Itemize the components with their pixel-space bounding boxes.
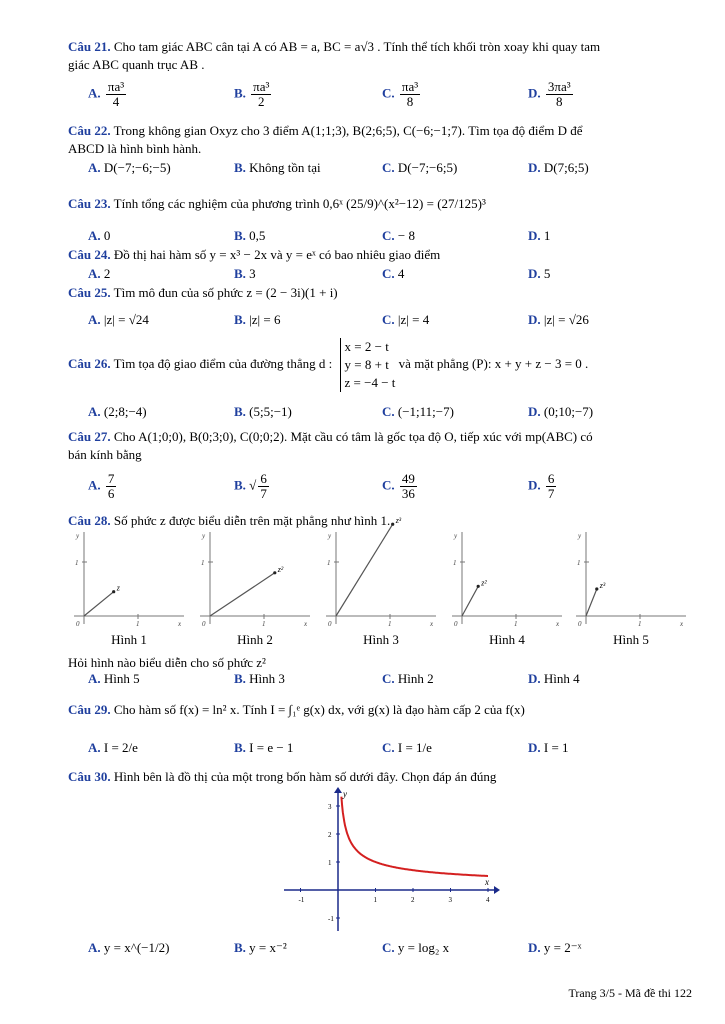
complex-plane-plot xyxy=(448,528,566,628)
vector-line xyxy=(462,586,478,616)
axis-label: 1 xyxy=(75,559,79,567)
axis-label: 1 xyxy=(262,620,266,628)
question-number: Câu 25. xyxy=(68,285,111,300)
option-a[interactable]: A. $\frac{7}{6}$ xyxy=(88,471,115,501)
vector-line xyxy=(336,524,393,616)
option-c[interactable]: C. I = 1/e xyxy=(382,740,432,755)
options-30 xyxy=(88,938,692,964)
option-b[interactable]: B. 0,5 xyxy=(234,228,266,243)
option-b[interactable]: B. Hình 3 xyxy=(234,671,285,686)
axis-label: x xyxy=(178,620,182,628)
question-number: Câu 26. xyxy=(68,355,111,371)
option-c[interactable]: C. y = log₂ x xyxy=(382,940,450,955)
question-number: Câu 28. xyxy=(68,513,111,528)
question-text-cont: và mặt phẳng (P): x + y + z − 3 = 0 . xyxy=(398,355,589,371)
question-number: Câu 21. xyxy=(68,39,111,54)
option-d[interactable]: D. $\frac{6}{7}$ xyxy=(528,471,555,501)
vector-line xyxy=(586,589,597,616)
option-a[interactable]: A. 0 xyxy=(88,228,111,243)
option-c[interactable]: C. $\frac{\text{πa³}}{8}$ xyxy=(382,79,419,109)
options-25 xyxy=(88,310,692,336)
option-b[interactable]: B. |z| = 6 xyxy=(234,312,281,327)
option-c[interactable]: C. (−1;11;−7) xyxy=(382,404,454,419)
axis-ticks xyxy=(299,803,491,923)
vector-line xyxy=(84,592,114,616)
axis-label: 1 xyxy=(201,559,205,567)
question-text: Trong không gian Oxyz cho 3 điểm A(1;1;3), B(2;6;5), C(−6;−1;7). Tìm tọa độ điểm D để xyxy=(113,123,583,138)
question-text: Cho A(1;0;0), B(0;3;0), C(0;0;2). Mặt cầu có tâm là gốc tọa độ O, tiếp xúc với mp(ABC) có xyxy=(113,429,593,444)
figure-3 xyxy=(322,516,440,648)
function-graph xyxy=(280,785,500,935)
axis-label: 1 xyxy=(453,559,457,567)
axis-label: x xyxy=(556,620,560,628)
option-a[interactable]: A. I = 2/e xyxy=(88,740,138,755)
option-d[interactable]: D. y = 2⁻ˣ xyxy=(528,940,582,955)
y-tick-label: 2 xyxy=(328,831,332,839)
question-text: Cho hàm số f(x) = ln² x. Tính I = ∫₁ᵉ g(x) dx, với g(x) là đạo hàm cấp 2 của f(x) xyxy=(113,702,525,717)
option-c[interactable]: C. Hình 2 xyxy=(382,671,434,686)
x-tick-label: 1 xyxy=(373,896,377,904)
y-axis-arrow xyxy=(334,787,342,793)
complex-plane-plot xyxy=(70,528,188,628)
question-text: Số phức z được biểu diễn trên mặt phẳng như hình 1. xyxy=(113,513,391,528)
option-a[interactable]: A. $\frac{\text{πa³}}{4}$ xyxy=(88,79,125,109)
options-26 xyxy=(88,402,692,428)
y-tick-label: 1 xyxy=(328,859,332,867)
axis-label: y xyxy=(328,532,332,540)
y-axis-label: y xyxy=(343,789,347,799)
option-a[interactable]: A. y = x^(−1/2) xyxy=(88,940,170,955)
point-label: z³ xyxy=(599,581,606,590)
option-d[interactable]: D. |z| = √26 xyxy=(528,312,589,327)
question-26 xyxy=(68,338,692,392)
option-c[interactable]: C. 4 xyxy=(382,266,405,281)
option-b[interactable]: B. (5;5;−1) xyxy=(234,404,292,419)
question-number: Câu 23. xyxy=(68,196,111,211)
question-text: Hỏi hình nào biểu diễn cho số phức z² xyxy=(68,655,266,670)
y-tick-label: -1 xyxy=(328,915,334,923)
question-25 xyxy=(68,284,692,302)
point-label: z xyxy=(116,583,120,593)
figure-caption: Hình 1 xyxy=(111,632,147,647)
question-23 xyxy=(68,195,692,213)
complex-plane-plot xyxy=(322,516,440,628)
complex-plane-plot xyxy=(572,528,690,628)
figure-2 xyxy=(196,528,314,648)
axis-label: 0 xyxy=(578,620,582,628)
page-footer: Trang 3/5 - Mã đề thi 122 xyxy=(568,986,692,1000)
figure-5 xyxy=(572,528,690,648)
point-marker xyxy=(112,590,115,593)
point-marker xyxy=(595,587,598,590)
x-tick-label: 3 xyxy=(448,896,452,904)
x-axis-arrow xyxy=(494,886,500,894)
option-d[interactable]: D. $\frac{\text{3πa³}}{8}$ xyxy=(528,79,571,109)
option-c[interactable]: C. |z| = 4 xyxy=(382,312,430,327)
option-d[interactable]: D. (0;10;−7) xyxy=(528,404,594,419)
question-27 xyxy=(68,428,692,464)
question-21 xyxy=(68,38,692,74)
axis-label: y xyxy=(76,532,80,540)
option-b[interactable]: B. $\frac{\text{πa³}}{2}$ xyxy=(234,79,270,109)
question-text: Tính tổng các nghiệm của phương trình 0,6ˣ (25/9)^(x²−12) = (27/125)³ xyxy=(113,196,486,211)
y-tick-label: 3 xyxy=(328,803,332,811)
complex-plane-plot xyxy=(196,528,314,628)
figure-4 xyxy=(448,528,566,648)
options-28 xyxy=(88,669,692,695)
option-b[interactable]: B. I = e − 1 xyxy=(234,740,294,755)
axis-label: y xyxy=(454,532,458,540)
option-a[interactable]: A. (2;8;−4) xyxy=(88,404,147,419)
option-b[interactable]: B. Không tồn tại xyxy=(234,160,321,175)
point-marker xyxy=(273,571,276,574)
question-text: Cho tam giác ABC cân tại A có AB = a, BC = a√3 . Tính thể tích khối tròn xoay khi quay tam xyxy=(113,39,601,54)
x-tick-label: 2 xyxy=(411,896,415,904)
option-b[interactable]: B. y = x⁻² xyxy=(234,940,287,955)
options-29 xyxy=(88,738,692,764)
axis-label: y xyxy=(202,532,206,540)
axis-label: 1 xyxy=(136,620,140,628)
option-d[interactable]: D. I = 1 xyxy=(528,740,569,755)
question-29 xyxy=(68,701,692,719)
axis-label: 0 xyxy=(76,620,80,628)
options-22 xyxy=(88,158,692,184)
axis-label: x xyxy=(680,620,684,628)
axis-label: 1 xyxy=(577,559,581,567)
x-axis-label: x xyxy=(485,877,489,887)
axis-label: 1 xyxy=(638,620,642,628)
option-a[interactable]: A. |z| = √24 xyxy=(88,312,149,327)
x-tick-label: 4 xyxy=(486,896,490,904)
options-21 xyxy=(88,80,692,116)
figure-1 xyxy=(70,528,188,648)
question-text-cont: giác ABC quanh trục AB . xyxy=(68,57,205,72)
options-27 xyxy=(88,472,692,508)
question-number: Câu 30. xyxy=(68,769,111,784)
question-number: Câu 27. xyxy=(68,429,111,444)
option-d[interactable]: D. Hình 4 xyxy=(528,671,580,686)
question-text: Tìm mô đun của số phức z = (2 − 3i)(1 + i) xyxy=(113,285,338,300)
option-a[interactable]: A. D(−7;−6;−5) xyxy=(88,160,171,175)
point-marker xyxy=(391,523,394,526)
question-number: Câu 29. xyxy=(68,702,111,717)
axis-label: 1 xyxy=(514,620,518,628)
question-text: Đồ thị hai hàm số y = x³ − 2x và y = eˣ có bao nhiêu giao điểm xyxy=(113,247,441,262)
axis-label: 0 xyxy=(202,620,206,628)
option-d[interactable]: D. 5 xyxy=(528,266,551,281)
axis-label: 0 xyxy=(454,620,458,628)
question-text: Hình bên là đồ thị của một trong bốn hàm số dưới đây. Chọn đáp án đúng xyxy=(113,769,497,784)
point-label: z² xyxy=(277,564,284,574)
vector-line xyxy=(210,573,275,616)
point-label: z² xyxy=(481,578,487,588)
option-d[interactable]: D. D(7;6;5) xyxy=(528,160,589,175)
question-text: Tìm tọa độ giao điểm của đường thẳng d : xyxy=(113,355,333,371)
figure-caption: Hình 5 xyxy=(613,632,649,647)
option-b[interactable]: B. √ $\frac{6}{7}$ xyxy=(234,471,267,501)
point-marker xyxy=(477,585,480,588)
option-d[interactable]: D. 1 xyxy=(528,228,551,243)
question-number: Câu 24. xyxy=(68,247,111,262)
axis-label: x xyxy=(304,620,308,628)
figure-caption: Hình 3 xyxy=(363,632,399,647)
axis-label: x xyxy=(430,620,434,628)
option-b[interactable]: B. 3 xyxy=(234,266,256,281)
point-label: z³ xyxy=(395,516,402,526)
question-text-cont: ABCD là hình bình hành. xyxy=(68,141,202,156)
axis-label: 0 xyxy=(328,620,332,628)
option-c[interactable]: C. $\frac{49}{36}$ xyxy=(382,471,415,501)
option-a[interactable]: A. Hình 5 xyxy=(88,671,140,686)
option-c[interactable]: C. D(−7;−6;5) xyxy=(382,160,458,175)
figure-caption: Hình 4 xyxy=(489,632,525,647)
question-text-cont: bán kính bằng xyxy=(68,447,142,462)
question-number: Câu 22. xyxy=(68,123,111,138)
axis-label: y xyxy=(578,532,582,540)
line-equation-system: x = 2 − t y = 8 + t z = −4 − t xyxy=(340,338,396,392)
option-a[interactable]: A. 2 xyxy=(88,266,111,281)
option-c[interactable]: C. − 8 xyxy=(382,228,415,243)
axis-label: 1 xyxy=(327,559,331,567)
axis-label: 1 xyxy=(388,620,392,628)
function-curve xyxy=(341,797,488,876)
x-tick-label: -1 xyxy=(298,896,305,904)
question-30 xyxy=(68,768,692,786)
question-22 xyxy=(68,122,692,158)
figure-caption: Hình 2 xyxy=(237,632,273,647)
question-24 xyxy=(68,246,692,264)
